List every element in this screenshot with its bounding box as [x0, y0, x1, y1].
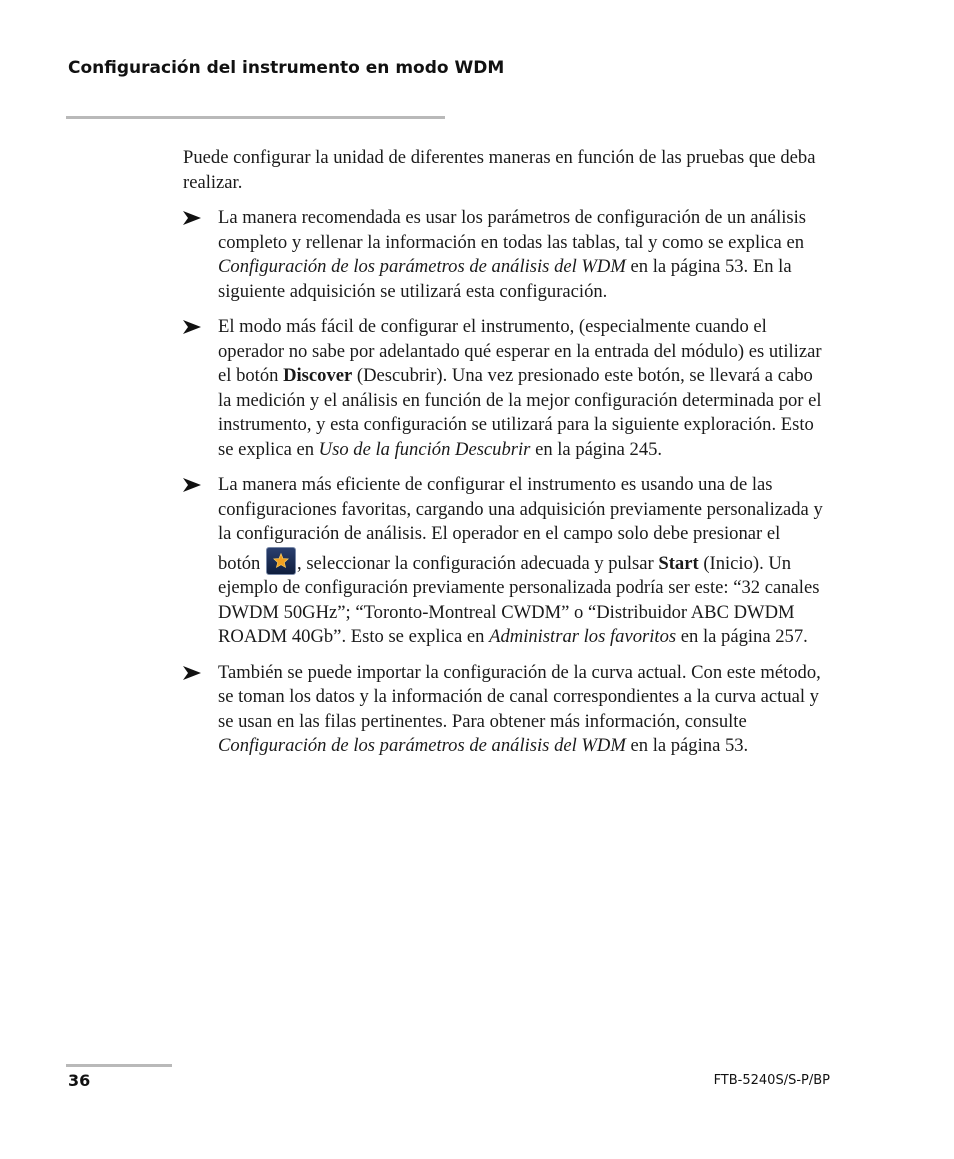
bullet-text: También se puede importar la configuración de la curva actual. Con este método, se toman los datos y la información de canal correspondientes a la curva actual y se usan en las filas pertinentes. Para obtener más información, consulte	[218, 661, 821, 732]
arrowhead-bullet-icon	[183, 477, 201, 493]
bullet-text: en la página 53.	[625, 735, 749, 756]
intro-paragraph: Puede configurar la unidad de diferentes maneras en función de las pruebas que deba realizar.	[183, 147, 816, 193]
list-item	[183, 473, 823, 650]
bullet-text: en la página 245.	[530, 438, 663, 460]
cross-reference-link[interactable]: Administrar los favoritos	[489, 626, 677, 647]
cross-reference-link[interactable]: Uso de la función Descubrir	[318, 438, 531, 460]
list-item	[183, 661, 823, 759]
arrowhead-bullet-icon	[183, 210, 201, 226]
bullet-text: , seleccionar la configuración adecuada y pulsar	[297, 552, 659, 574]
favorites-star-icon	[266, 547, 296, 575]
arrowhead-bullet-icon	[183, 665, 201, 681]
bullet-text: (Inicio). Un ejemplo de configuración previamente personalizada podría ser este: “32 canales DWDM 50GHz”; “Toronto-Montreal CWDM” o “Distribuidor ABC DWDM ROADM 40Gb”. Esto se explica en	[218, 552, 820, 647]
bullet-text: La manera más eficiente de configurar el instrumento es usando una de las configuraciones favoritas, cargando una adquisición previamente personalizada y la configuración de análisis. El operador en el campo solo debe presionar el botón	[218, 474, 823, 574]
page-number: 36	[68, 1071, 91, 1090]
main-content	[183, 146, 823, 770]
bullet-text: La manera recomendada es usar los parámetros de configuración de un análisis completo y rellenar la información en todas las tablas, tal y como se explica en	[218, 207, 807, 253]
start-button-name: Start	[658, 552, 699, 574]
cross-reference-link[interactable]: Configuración de los parámetros de análisis del WDM	[218, 256, 626, 277]
discover-button-name: Discover	[283, 365, 353, 386]
bullet-text: El modo más fácil de configurar el instrumento, (especialmente cuando el operador no sabe por adelantado qué esperar en la entrada del módulo) es utilizar el botón	[218, 316, 822, 386]
bullet-text: (Descubrir). Una vez presionado este botón, se llevará a cabo la medición y el análisis en función de la mejor configuración determinada por el instrumento, y esta configuración se utilizará para la siguiente exploración. Esto se explica en	[218, 365, 822, 460]
document-code: FTB-5240S/S-P/BP	[713, 1073, 830, 1088]
bullet-text: en la página 257.	[676, 626, 808, 647]
cross-reference-link[interactable]: Configuración de los parámetros de análisis del WDM	[218, 735, 626, 756]
list-item	[183, 206, 823, 304]
header-divider	[66, 116, 445, 119]
bullet-list	[183, 206, 823, 759]
arrowhead-bullet-icon	[183, 319, 201, 335]
bullet-text: en la página 53. En la siguiente adquisición se utilizará esta configuración.	[218, 256, 792, 302]
footer-divider	[66, 1064, 172, 1067]
list-item	[183, 315, 823, 462]
page-header-title: Configuración del instrumento en modo WDM	[68, 58, 505, 78]
